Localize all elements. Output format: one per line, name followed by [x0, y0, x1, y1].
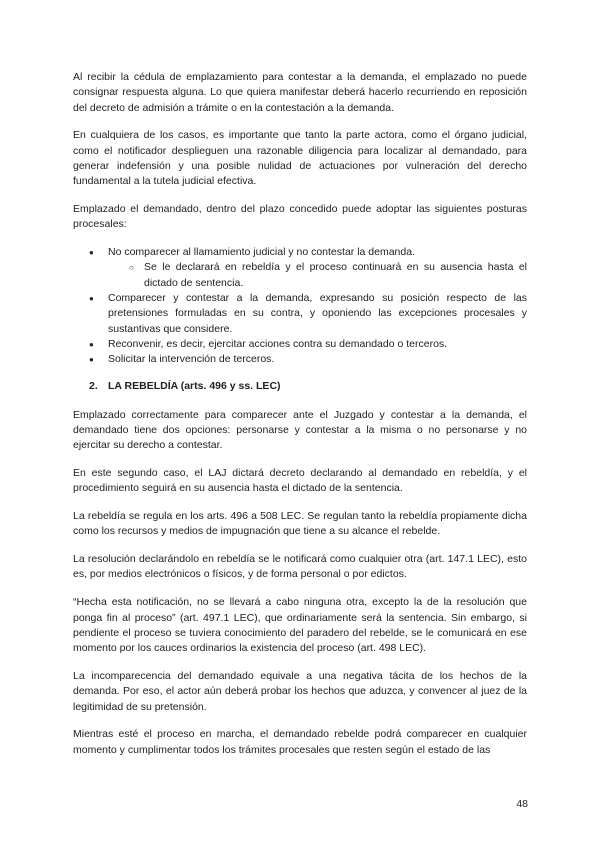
document-page [73, 70, 527, 770]
paragraph-opciones: Emplazado correctamente para comparecer ante el Juzgado y contestar a la demanda, el demandado tiene dos opciones: personarse y contestar a la misma o no personarse y no ejercitar su derecho a contestar. [73, 408, 527, 452]
section-title: LA REBELDÍA (arts. 496 y ss. LEC) [108, 379, 281, 392]
paragraph-posturas-intro: Emplazado el demandado, dentro del plazo concedido puede adoptar las siguientes posturas procesales: [73, 203, 527, 231]
paragraph-incomparecencia: La incomparecencia del demandado equivale a una negativa tácita de los hechos de la demanda. Por eso, el actor aún deberá probar los hechos que aduzca, y convencer al juez de la legitimidad de su pretensión. [73, 669, 527, 713]
paragraph-diligencia: En cualquiera de los casos, es importante que tanto la parte actora, como el órgano judicial, como el notificador desplieguen una razonable diligencia para localizar al demandado, para generar indefensión y una posible nulidad de actuaciones por vulneración del derecho fundamental a la tutela judicial efectiva. [73, 129, 527, 188]
list-item: ● Reconvenir, es decir, ejercitar acciones contra su demandado o terceros. [73, 337, 527, 352]
paragraph-cita: “Hecha esta notificación, no se llevará a cabo ninguna otra, excepto la de la resolución que ponga fin al proceso” (art. 497.1 LEC), que ordinariamente será la sentencia. Sin embargo, si pendiente el proceso se tuviera conocimiento del paradero del rebelde, se le comunicará en ese momento por los cauces ordinarios la existencia del proceso (art. 498 LEC). [73, 596, 527, 655]
section-heading [73, 379, 527, 394]
sub-list-item: ○ Se le declarará en rebeldía y el proceso continuará en su ausencia hasta el dictado de sentencia. [108, 260, 527, 291]
list-item: ● Comparecer y contestar a la demanda, expresando su posición respecto de las pretensiones formuladas en su contra, y oponiendo las excepciones procesales y sustantivas que considere. [73, 291, 527, 337]
section-number: 2. [89, 379, 98, 392]
paragraph-comparecencia: Mientras esté el proceso en marcha, el demandado rebelde podrá comparecer en cualquier momento y cumplimentar todos los trámites procesales que resten según el estado de las [73, 728, 527, 756]
postures-list [73, 245, 527, 367]
list-item: ● Solicitar la intervención de terceros. [73, 352, 527, 367]
paragraph-regulacion: La rebeldía se regula en los arts. 496 a 508 LEC. Se regulan tanto la rebeldía propiamente dicha como los recursos y medios de impugnación que tiene a su alcance el rebelde. [73, 510, 527, 538]
sub-list [108, 260, 527, 291]
paragraph-decreto: En este segundo caso, el LAJ dictará decreto declarando al demandado en rebeldía, y el procedimiento seguirá en su ausencia hasta el dictado de la sentencia. [73, 466, 527, 495]
paragraph-emplazamiento: Al recibir la cédula de emplazamiento para contestar a la demanda, el emplazado no puede consignar respuesta alguna. Lo que quiera manifestar deberá hacerlo recurriendo en reposición del decreto de admisión a trámite o en la contestación a la demanda. [73, 71, 527, 114]
list-item-text: No comparecer al llamamiento judicial y no contestar la demanda. [108, 246, 415, 259]
list-item [73, 245, 527, 291]
page-number: 48 [516, 798, 528, 810]
paragraph-notificacion: La resolución declarándolo en rebeldía se le notificará como cualquier otra (art. 147.1 LEC), esto es, por medios electrónicos o físicos, y de forma personal o por edictos. [73, 553, 527, 581]
